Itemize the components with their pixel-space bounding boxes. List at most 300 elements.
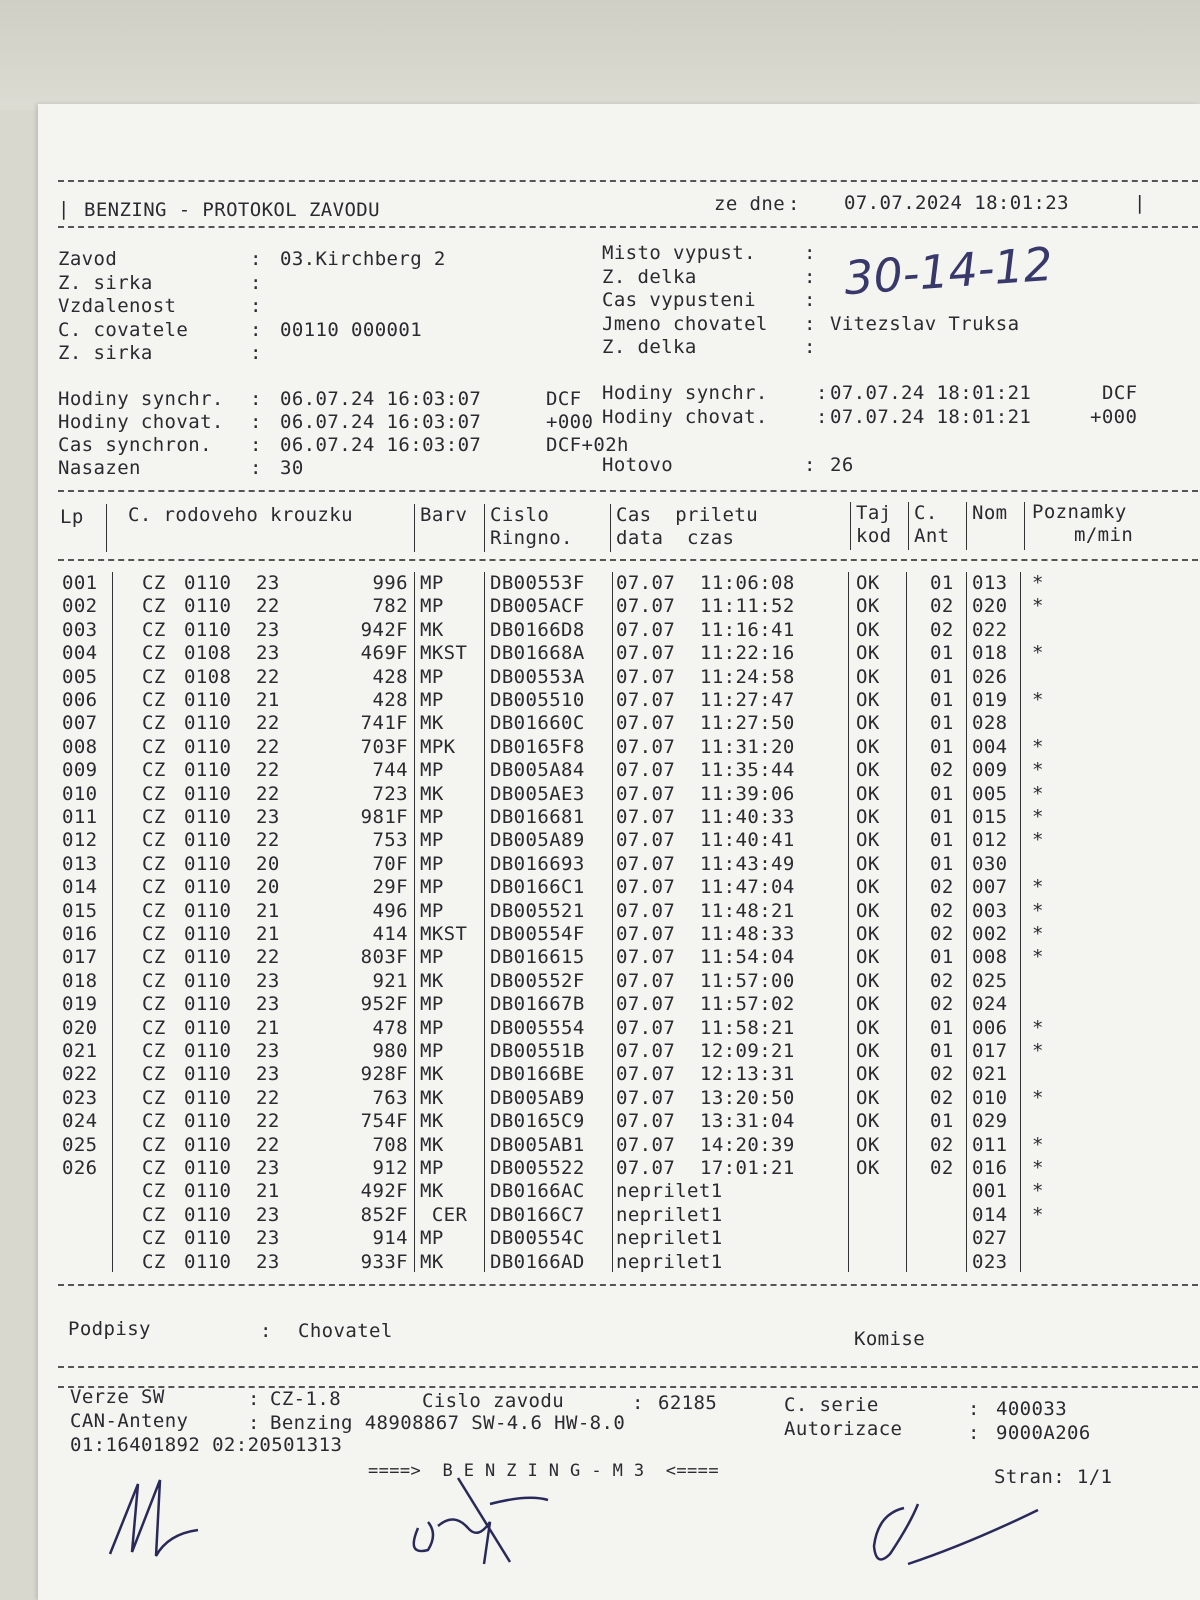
cell-date: 07.07 <box>616 1040 676 1062</box>
cell-date: 07.07 <box>616 1063 676 1086</box>
cell-date: 07.07 <box>616 689 676 711</box>
cell-color: MK <box>420 1086 444 1109</box>
sw-version-value: CZ-1.8 <box>270 1388 342 1410</box>
field-sep: : <box>250 411 262 433</box>
cell-nom: 009 <box>972 759 1008 782</box>
cell-country: CZ <box>142 1086 166 1109</box>
cell-date: 07.07 <box>616 735 676 758</box>
cell-country: CZ <box>142 1180 166 1203</box>
cell-ringno: DB0165F8 <box>490 735 585 758</box>
sep: : <box>968 1422 980 1444</box>
cell-color: MKST <box>420 642 468 665</box>
col-notes-sub: m/min <box>1074 524 1134 546</box>
field-sep: : <box>250 342 262 364</box>
table-row <box>38 853 1200 876</box>
table-row <box>38 1110 1200 1133</box>
cell-code: OK <box>856 1063 880 1086</box>
cell-nom: 004 <box>972 735 1008 758</box>
cell-antenna: 01 <box>930 946 954 969</box>
cell-country: CZ <box>142 595 166 618</box>
cell-antenna: 01 <box>930 572 954 594</box>
cell-code: OK <box>856 1086 880 1109</box>
cell-color: MP <box>420 595 444 618</box>
cell-nom: 023 <box>972 1250 1008 1273</box>
cell-antenna: 02 <box>930 1157 954 1179</box>
cell-year: 22 <box>256 1133 280 1156</box>
cell-mark: * <box>1032 946 1044 969</box>
cell-year: 23 <box>256 1040 280 1062</box>
cell-org: 0110 <box>184 946 232 969</box>
brand-line: ====> B E N Z I N G - M 3 <==== <box>368 1461 719 1481</box>
cell-lp: 026 <box>62 1157 98 1179</box>
cell-nom: 011 <box>972 1133 1008 1156</box>
cell-date: 07.07 <box>616 969 676 992</box>
cell-ring-number: 912 <box>372 1157 408 1179</box>
table-row <box>38 923 1200 946</box>
cell-nom: 014 <box>972 1203 1008 1226</box>
cell-mark: * <box>1032 1133 1044 1156</box>
cell-lp: 016 <box>62 923 98 945</box>
cell-lp: 008 <box>62 735 98 758</box>
cell-year: 21 <box>256 1180 280 1203</box>
field-sep: : <box>250 271 262 294</box>
cell-year: 23 <box>256 1157 280 1179</box>
cell-nom: 017 <box>972 1040 1008 1062</box>
cell-nom: 019 <box>972 689 1008 711</box>
field-sep: : <box>250 295 262 317</box>
col-ant-sub: Ant <box>914 525 950 547</box>
cell-org: 0110 <box>184 1016 232 1039</box>
cell-time: 11:57:02 <box>700 993 795 1016</box>
cell-org: 0110 <box>184 712 232 735</box>
cell-date: 07.07 <box>616 899 676 922</box>
cell-ring-number: 980 <box>372 1040 408 1062</box>
cell-color: MP <box>420 665 444 688</box>
field-value: 06.07.24 16:03:07 <box>280 434 482 456</box>
col-notes: Poznamky <box>1032 501 1127 523</box>
cell-ring-number: 914 <box>372 1227 408 1250</box>
col-separator <box>106 504 107 552</box>
cell-org: 0110 <box>184 1180 232 1203</box>
cell-lp: 019 <box>62 993 98 1016</box>
date-value: 07.07.2024 18:01:23 <box>844 192 1069 214</box>
cell-date: 07.07 <box>616 1133 676 1156</box>
cell-country: CZ <box>142 852 166 875</box>
race-number-label: Cislo zavodu <box>422 1390 565 1412</box>
table-row <box>38 595 1200 618</box>
cell-year: 23 <box>256 1227 280 1250</box>
cell-mark: * <box>1032 1040 1044 1062</box>
cell-color: MP <box>420 572 444 594</box>
cell-org: 0110 <box>184 1133 232 1156</box>
cell-ring-number: 921 <box>372 969 408 992</box>
cell-year: 22 <box>256 712 280 735</box>
field-suffix: DCF <box>1102 382 1138 404</box>
field-label: Vzdalenost <box>58 295 177 317</box>
cell-lp: 014 <box>62 876 98 899</box>
cell-date: 07.07 <box>616 876 676 899</box>
field-label: Nasazen <box>58 457 141 479</box>
cell-org: 0110 <box>184 595 232 618</box>
cell-antenna: 01 <box>930 1016 954 1039</box>
table-row <box>38 759 1200 782</box>
cell-ring-number: 741F <box>360 712 408 735</box>
field-value: 00110 000001 <box>280 318 423 341</box>
sw-version-label: Verze SW <box>70 1386 165 1408</box>
divider <box>58 180 1198 182</box>
cell-antenna: 02 <box>930 1133 954 1156</box>
table-row <box>38 1251 1200 1274</box>
cell-org: 0110 <box>184 923 232 945</box>
cell-nom: 008 <box>972 946 1008 969</box>
table-row <box>38 642 1200 665</box>
signatures-sep: : <box>260 1320 272 1342</box>
cell-mark: * <box>1032 1086 1044 1109</box>
cell-country: CZ <box>142 1203 166 1226</box>
signature-commission-label: Komise <box>854 1328 926 1350</box>
cell-country: CZ <box>142 712 166 735</box>
cell-ringno: DB0166C7 <box>490 1203 585 1226</box>
cell-color: MP <box>420 829 444 852</box>
cell-date: 07.07 <box>616 759 676 782</box>
field-value: 03.Kirchberg 2 <box>280 248 446 270</box>
field-sep: : <box>816 406 828 428</box>
cell-nom: 018 <box>972 642 1008 665</box>
cell-antenna: 01 <box>930 1110 954 1133</box>
cell-ring-number: 952F <box>360 993 408 1016</box>
table-row <box>38 572 1200 595</box>
field-suffix: DCF <box>546 388 582 410</box>
field-sep: : <box>804 242 816 264</box>
sep: : <box>632 1392 644 1414</box>
cell-ringno: DB005522 <box>490 1157 585 1179</box>
cell-org: 0110 <box>184 1227 232 1250</box>
cell-time: 11:22:16 <box>700 642 795 665</box>
table-row <box>38 900 1200 923</box>
cell-color: MK <box>420 1110 444 1133</box>
field-sep: : <box>250 457 262 479</box>
cell-ring-number: 754F <box>360 1110 408 1133</box>
cell-antenna: 01 <box>930 852 954 875</box>
cell-org: 0110 <box>184 899 232 922</box>
cell-year: 22 <box>256 1110 280 1133</box>
table-row <box>38 806 1200 829</box>
cell-time: 11:24:58 <box>700 665 795 688</box>
divider <box>58 490 1198 492</box>
cell-ringno: DB016681 <box>490 806 585 828</box>
field-label: Cas vypusteni <box>602 289 756 311</box>
cell-ringno: DB005AB1 <box>490 1133 585 1156</box>
cell-color: MP <box>420 759 444 782</box>
cell-country: CZ <box>142 923 166 945</box>
cell-antenna: 02 <box>930 759 954 782</box>
cell-code: OK <box>856 618 880 641</box>
cell-lp: 007 <box>62 712 98 735</box>
cell-year: 21 <box>256 899 280 922</box>
cell-color: MK <box>420 1250 444 1273</box>
cell-time: 11:27:47 <box>700 689 795 711</box>
cell-code: OK <box>856 782 880 805</box>
field-sep: : <box>804 336 816 358</box>
cell-antenna: 01 <box>930 1040 954 1062</box>
cell-year: 23 <box>256 1063 280 1086</box>
cell-code: OK <box>856 1016 880 1039</box>
cell-nom: 012 <box>972 829 1008 852</box>
field-sep: : <box>804 289 816 311</box>
table-row <box>38 946 1200 969</box>
cell-mark: * <box>1032 923 1044 945</box>
cell-mark: * <box>1032 829 1044 852</box>
col-nom: Nom <box>972 502 1008 524</box>
field-sep: : <box>250 318 262 341</box>
field-label: Z. delka <box>602 336 697 358</box>
cell-org: 0108 <box>184 665 232 688</box>
cell-year: 23 <box>256 642 280 665</box>
cell-mark: * <box>1032 782 1044 805</box>
cell-time: 12:09:21 <box>700 1040 795 1062</box>
cell-code: OK <box>856 876 880 899</box>
cell-code: OK <box>856 642 880 665</box>
col-separator <box>850 502 851 550</box>
cell-lp: 013 <box>62 852 98 875</box>
cell-lp: 022 <box>62 1063 98 1086</box>
cell-antenna: 01 <box>930 782 954 805</box>
cell-ring-number: 29F <box>372 876 408 899</box>
cell-org: 0110 <box>184 993 232 1016</box>
table-row <box>38 783 1200 806</box>
cell-country: CZ <box>142 759 166 782</box>
field-sep: : <box>804 454 816 476</box>
cell-code: OK <box>856 1157 880 1179</box>
cell-year: 21 <box>256 923 280 945</box>
col-separator <box>414 504 415 552</box>
cell-ringno: DB016615 <box>490 946 585 969</box>
col-color: Barv <box>420 504 468 526</box>
cell-time: 11:27:50 <box>700 712 795 735</box>
cell-time: 11:47:04 <box>700 876 795 899</box>
cell-antenna: 02 <box>930 618 954 641</box>
cell-org: 0110 <box>184 572 232 594</box>
cell-nom: 013 <box>972 572 1008 594</box>
cell-country: CZ <box>142 782 166 805</box>
field-value: 30 <box>280 457 304 479</box>
cell-lp: 023 <box>62 1086 98 1109</box>
cell-ring-number: 744 <box>372 759 408 782</box>
cell-ringno: DB005AE3 <box>490 782 585 805</box>
cell-lp: 018 <box>62 969 98 992</box>
cell-org: 0110 <box>184 1110 232 1133</box>
col-ant: C. <box>914 502 938 524</box>
cell-country: CZ <box>142 969 166 992</box>
printout-sheet <box>38 104 1200 1600</box>
cell-time: 11:58:21 <box>700 1016 795 1039</box>
table-row <box>38 736 1200 759</box>
field-label: Hodiny synchr. <box>602 382 768 404</box>
cell-antenna: 01 <box>930 642 954 665</box>
cell-date: 07.07 <box>616 572 676 594</box>
cell-year: 22 <box>256 735 280 758</box>
cell-lp: 002 <box>62 595 98 618</box>
cell-mark: * <box>1032 759 1044 782</box>
cell-year: 23 <box>256 806 280 828</box>
cell-year: 21 <box>256 1016 280 1039</box>
table-row <box>38 712 1200 735</box>
cell-ring-number: 478 <box>372 1016 408 1039</box>
cell-country: CZ <box>142 735 166 758</box>
cell-date: neprilet1 <box>616 1180 723 1203</box>
cell-date: 07.07 <box>616 829 676 852</box>
cell-nom: 030 <box>972 852 1008 875</box>
cell-time: 11:31:20 <box>700 735 795 758</box>
cell-color: MP <box>420 689 444 711</box>
cell-ringno: DB00553A <box>490 665 585 688</box>
cell-year: 22 <box>256 665 280 688</box>
cell-ring-number: 414 <box>372 923 408 945</box>
cell-code: OK <box>856 595 880 618</box>
cell-org: 0110 <box>184 1250 232 1273</box>
can-antenna-label: CAN-Anteny <box>70 1410 189 1432</box>
cell-time: 11:48:33 <box>700 923 795 945</box>
cell-mark: * <box>1032 689 1044 711</box>
cell-date: 07.07 <box>616 1157 676 1179</box>
field-value: 07.07.24 18:01:21 <box>830 406 1032 428</box>
cell-code: OK <box>856 759 880 782</box>
table-row <box>38 970 1200 993</box>
cell-lp: 006 <box>62 689 98 711</box>
col-lp: Lp <box>60 506 84 528</box>
cell-ring-number: 996 <box>372 572 408 594</box>
cell-date: 07.07 <box>616 1016 676 1039</box>
cell-country: CZ <box>142 829 166 852</box>
cell-antenna: 02 <box>930 876 954 899</box>
table-row <box>38 666 1200 689</box>
header-pipe: | <box>58 198 70 220</box>
cell-ringno: DB005AB9 <box>490 1086 585 1109</box>
cell-nom: 029 <box>972 1110 1008 1133</box>
cell-color: MP <box>420 1040 444 1062</box>
table-row <box>38 829 1200 852</box>
cell-org: 0110 <box>184 1157 232 1179</box>
cell-ring-number: 723 <box>372 782 408 805</box>
cell-ringno: DB0166D8 <box>490 618 585 641</box>
cell-code: OK <box>856 689 880 711</box>
cell-antenna: 02 <box>930 899 954 922</box>
col-ringno-sub: Ringno. <box>490 527 573 549</box>
cell-antenna: 02 <box>930 1086 954 1109</box>
cell-ring-number: 703F <box>360 735 408 758</box>
cell-time: 11:54:04 <box>700 946 795 969</box>
cell-nom: 021 <box>972 1063 1008 1086</box>
col-arrival-sub: data czas <box>616 527 735 549</box>
cell-ring-number: 803F <box>360 946 408 969</box>
cell-antenna: 02 <box>930 993 954 1016</box>
cell-antenna: 01 <box>930 665 954 688</box>
sep: : <box>968 1398 980 1420</box>
cell-country: CZ <box>142 1133 166 1156</box>
cell-mark: * <box>1032 1180 1044 1203</box>
cell-country: CZ <box>142 1227 166 1250</box>
cell-org: 0110 <box>184 806 232 828</box>
cell-ring-number: 852F <box>360 1203 408 1226</box>
cell-date: neprilet1 <box>616 1203 723 1226</box>
cell-org: 0110 <box>184 1063 232 1086</box>
cell-lp: 021 <box>62 1040 98 1062</box>
cell-year: 23 <box>256 1250 280 1273</box>
cell-year: 20 <box>256 852 280 875</box>
table-row <box>38 1180 1200 1203</box>
cell-time: 11:11:52 <box>700 595 795 618</box>
field-label: Misto vypust. <box>602 242 756 264</box>
cell-country: CZ <box>142 946 166 969</box>
cell-lp: 012 <box>62 829 98 852</box>
cell-time: 11:43:49 <box>700 852 795 875</box>
cell-nom: 020 <box>972 595 1008 618</box>
race-number-value: 62185 <box>658 1392 718 1414</box>
cell-country: CZ <box>142 1016 166 1039</box>
cell-year: 23 <box>256 618 280 641</box>
cell-lp: 020 <box>62 1016 98 1039</box>
authorization-value: 9000A206 <box>996 1422 1091 1444</box>
divider <box>58 559 1198 561</box>
cell-time: 11:57:00 <box>700 969 795 992</box>
cell-org: 0110 <box>184 1086 232 1109</box>
cell-country: CZ <box>142 1040 166 1062</box>
cell-date: 07.07 <box>616 946 676 969</box>
field-label: C. covatele <box>58 318 189 341</box>
cell-mark: * <box>1032 1016 1044 1039</box>
cell-time: 14:20:39 <box>700 1133 795 1156</box>
cell-year: 22 <box>256 829 280 852</box>
cell-lp: 025 <box>62 1133 98 1156</box>
serial-label: C. serie <box>784 1394 879 1416</box>
authorization-label: Autorizace <box>784 1418 903 1440</box>
col-code: Taj <box>856 502 892 524</box>
cell-ring-number: 763 <box>372 1086 408 1109</box>
col-arrival: Cas priletu <box>616 504 759 526</box>
handwritten-release-time: 30-14-12 <box>842 236 1055 306</box>
cell-code: OK <box>856 1133 880 1156</box>
cell-ring-number: 933F <box>360 1250 408 1273</box>
cell-org: 0110 <box>184 829 232 852</box>
field-label: Z. sirka <box>58 271 153 294</box>
cell-antenna: 01 <box>930 829 954 852</box>
field-label: Hodiny chovat. <box>602 406 768 428</box>
cell-year: 21 <box>256 689 280 711</box>
field-label: Jmeno chovatel <box>602 312 768 335</box>
sep: : <box>248 1388 260 1410</box>
cell-year: 20 <box>256 876 280 899</box>
cell-country: CZ <box>142 1250 166 1273</box>
cell-date: 07.07 <box>616 1086 676 1109</box>
cell-ring-number: 492F <box>360 1180 408 1203</box>
field-suffix: +000 <box>546 411 594 433</box>
cell-ringno: DB005521 <box>490 899 585 922</box>
cell-color: MP <box>420 993 444 1016</box>
cell-time: 11:40:33 <box>700 806 795 828</box>
cell-country: CZ <box>142 1110 166 1133</box>
cell-org: 0110 <box>184 1203 232 1226</box>
cell-ringno: DB0166AD <box>490 1250 585 1273</box>
divider <box>58 1386 1198 1388</box>
field-value: 26 <box>830 454 854 476</box>
field-label: Z. delka <box>602 265 697 288</box>
cell-color: MK <box>420 712 444 735</box>
cell-country: CZ <box>142 689 166 711</box>
cell-date: 07.07 <box>616 782 676 805</box>
col-separator <box>610 504 611 552</box>
cell-date: 07.07 <box>616 618 676 641</box>
cell-nom: 010 <box>972 1086 1008 1109</box>
